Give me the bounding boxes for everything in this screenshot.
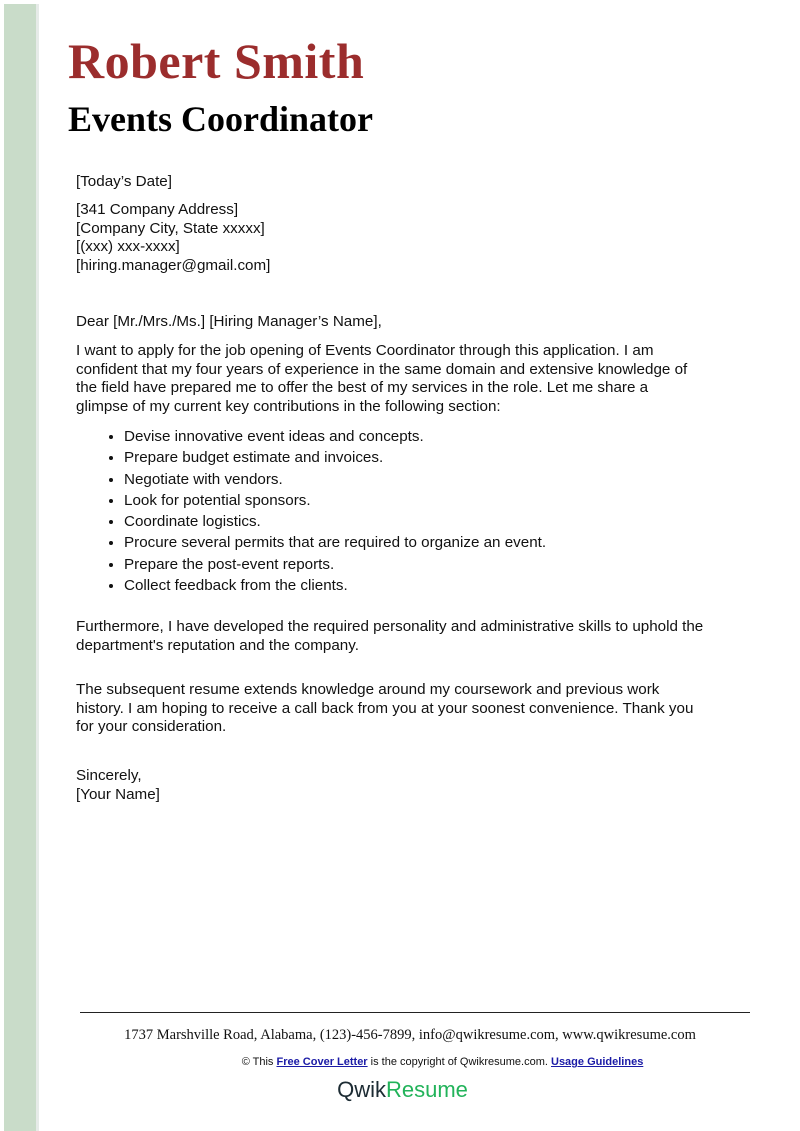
text-line: glimpse of my current key contributions in the following section: [76, 397, 501, 415]
list-item: • Procure several permits that are required to organize an event. [124, 532, 546, 553]
signer-name: [Your Name] [76, 785, 160, 803]
sign-off: Sincerely, [76, 767, 142, 784]
copyright-prefix: © This [241, 1056, 277, 1068]
intro-paragraph [76, 342, 687, 416]
footer-divider [80, 1012, 750, 1013]
salutation [76, 313, 382, 332]
recipient-block [76, 201, 270, 275]
date [76, 173, 172, 192]
closing-paragraph [76, 681, 693, 737]
date-text: [Today’s Date] [76, 173, 172, 190]
skills-paragraph [76, 618, 703, 655]
text-line: history. I am hoping to receive a call back from you at your soonest convenience. Thank you [76, 699, 694, 717]
text-line: Furthermore, I have developed the required personality and administrative skills to uphold the [76, 618, 704, 635]
list-item: • Negotiate with vendors. [124, 469, 546, 490]
copyright-middle: is the copyright of Qwikresume.com. [367, 1056, 551, 1068]
recipient-line: [Company City, State xxxxx] [76, 219, 265, 237]
qwikresume-logo[interactable] [0, 1077, 800, 1103]
text-line: department's reputation and the company. [76, 636, 359, 654]
list-item: • Prepare the post-event reports. [124, 554, 546, 575]
list-item: • Prepare budget estimate and invoices. [124, 447, 546, 468]
copyright-notice [0, 1056, 800, 1068]
logo-resume: Resume [385, 1077, 468, 1102]
job-title: Events Coordinator [68, 99, 373, 139]
list-item: • Coordinate logistics. [124, 511, 546, 532]
usage-guidelines-link[interactable]: Usage Guidelines [551, 1056, 644, 1068]
text-line: The subsequent resume extends knowledge around my coursework and previous work [76, 681, 660, 698]
recipient-line: [341 Company Address] [76, 201, 239, 218]
signature-block [76, 767, 160, 804]
text-line: confident that my four years of experience in the same domain and extensive knowledge of [76, 360, 688, 378]
text-line: for your consideration. [76, 718, 227, 735]
recipient-line: [(xxx) xxx-xxxx] [76, 238, 180, 255]
salutation-text: Dear [Mr./Mrs./Ms.] [Hiring Manager’s Name], [76, 313, 382, 330]
list-item: • Collect feedback from the clients. [124, 575, 546, 596]
text-line: I want to apply for the job opening of Events Coordinator through this application. I am [76, 342, 654, 359]
contributions-list [76, 426, 546, 596]
list-item: • Devise innovative event ideas and concepts. [124, 426, 546, 447]
side-accent-bar [4, 4, 39, 1131]
footer-address: 1737 Marshville Road, Alabama, (123)-456-7899, info@qwikresume.com, www.qwikresume.com [124, 1027, 696, 1043]
logo-qwik: Qwik [337, 1077, 386, 1102]
list-item: • Look for potential sponsors. [124, 490, 546, 511]
applicant-name: Robert Smith [68, 33, 365, 89]
text-line: the field have prepared me to offer the best of my services in the role. Let me share a [76, 379, 649, 396]
free-cover-letter-link[interactable]: Free Cover Letter [276, 1056, 368, 1068]
recipient-line: [hiring.manager@gmail.com] [76, 256, 271, 274]
